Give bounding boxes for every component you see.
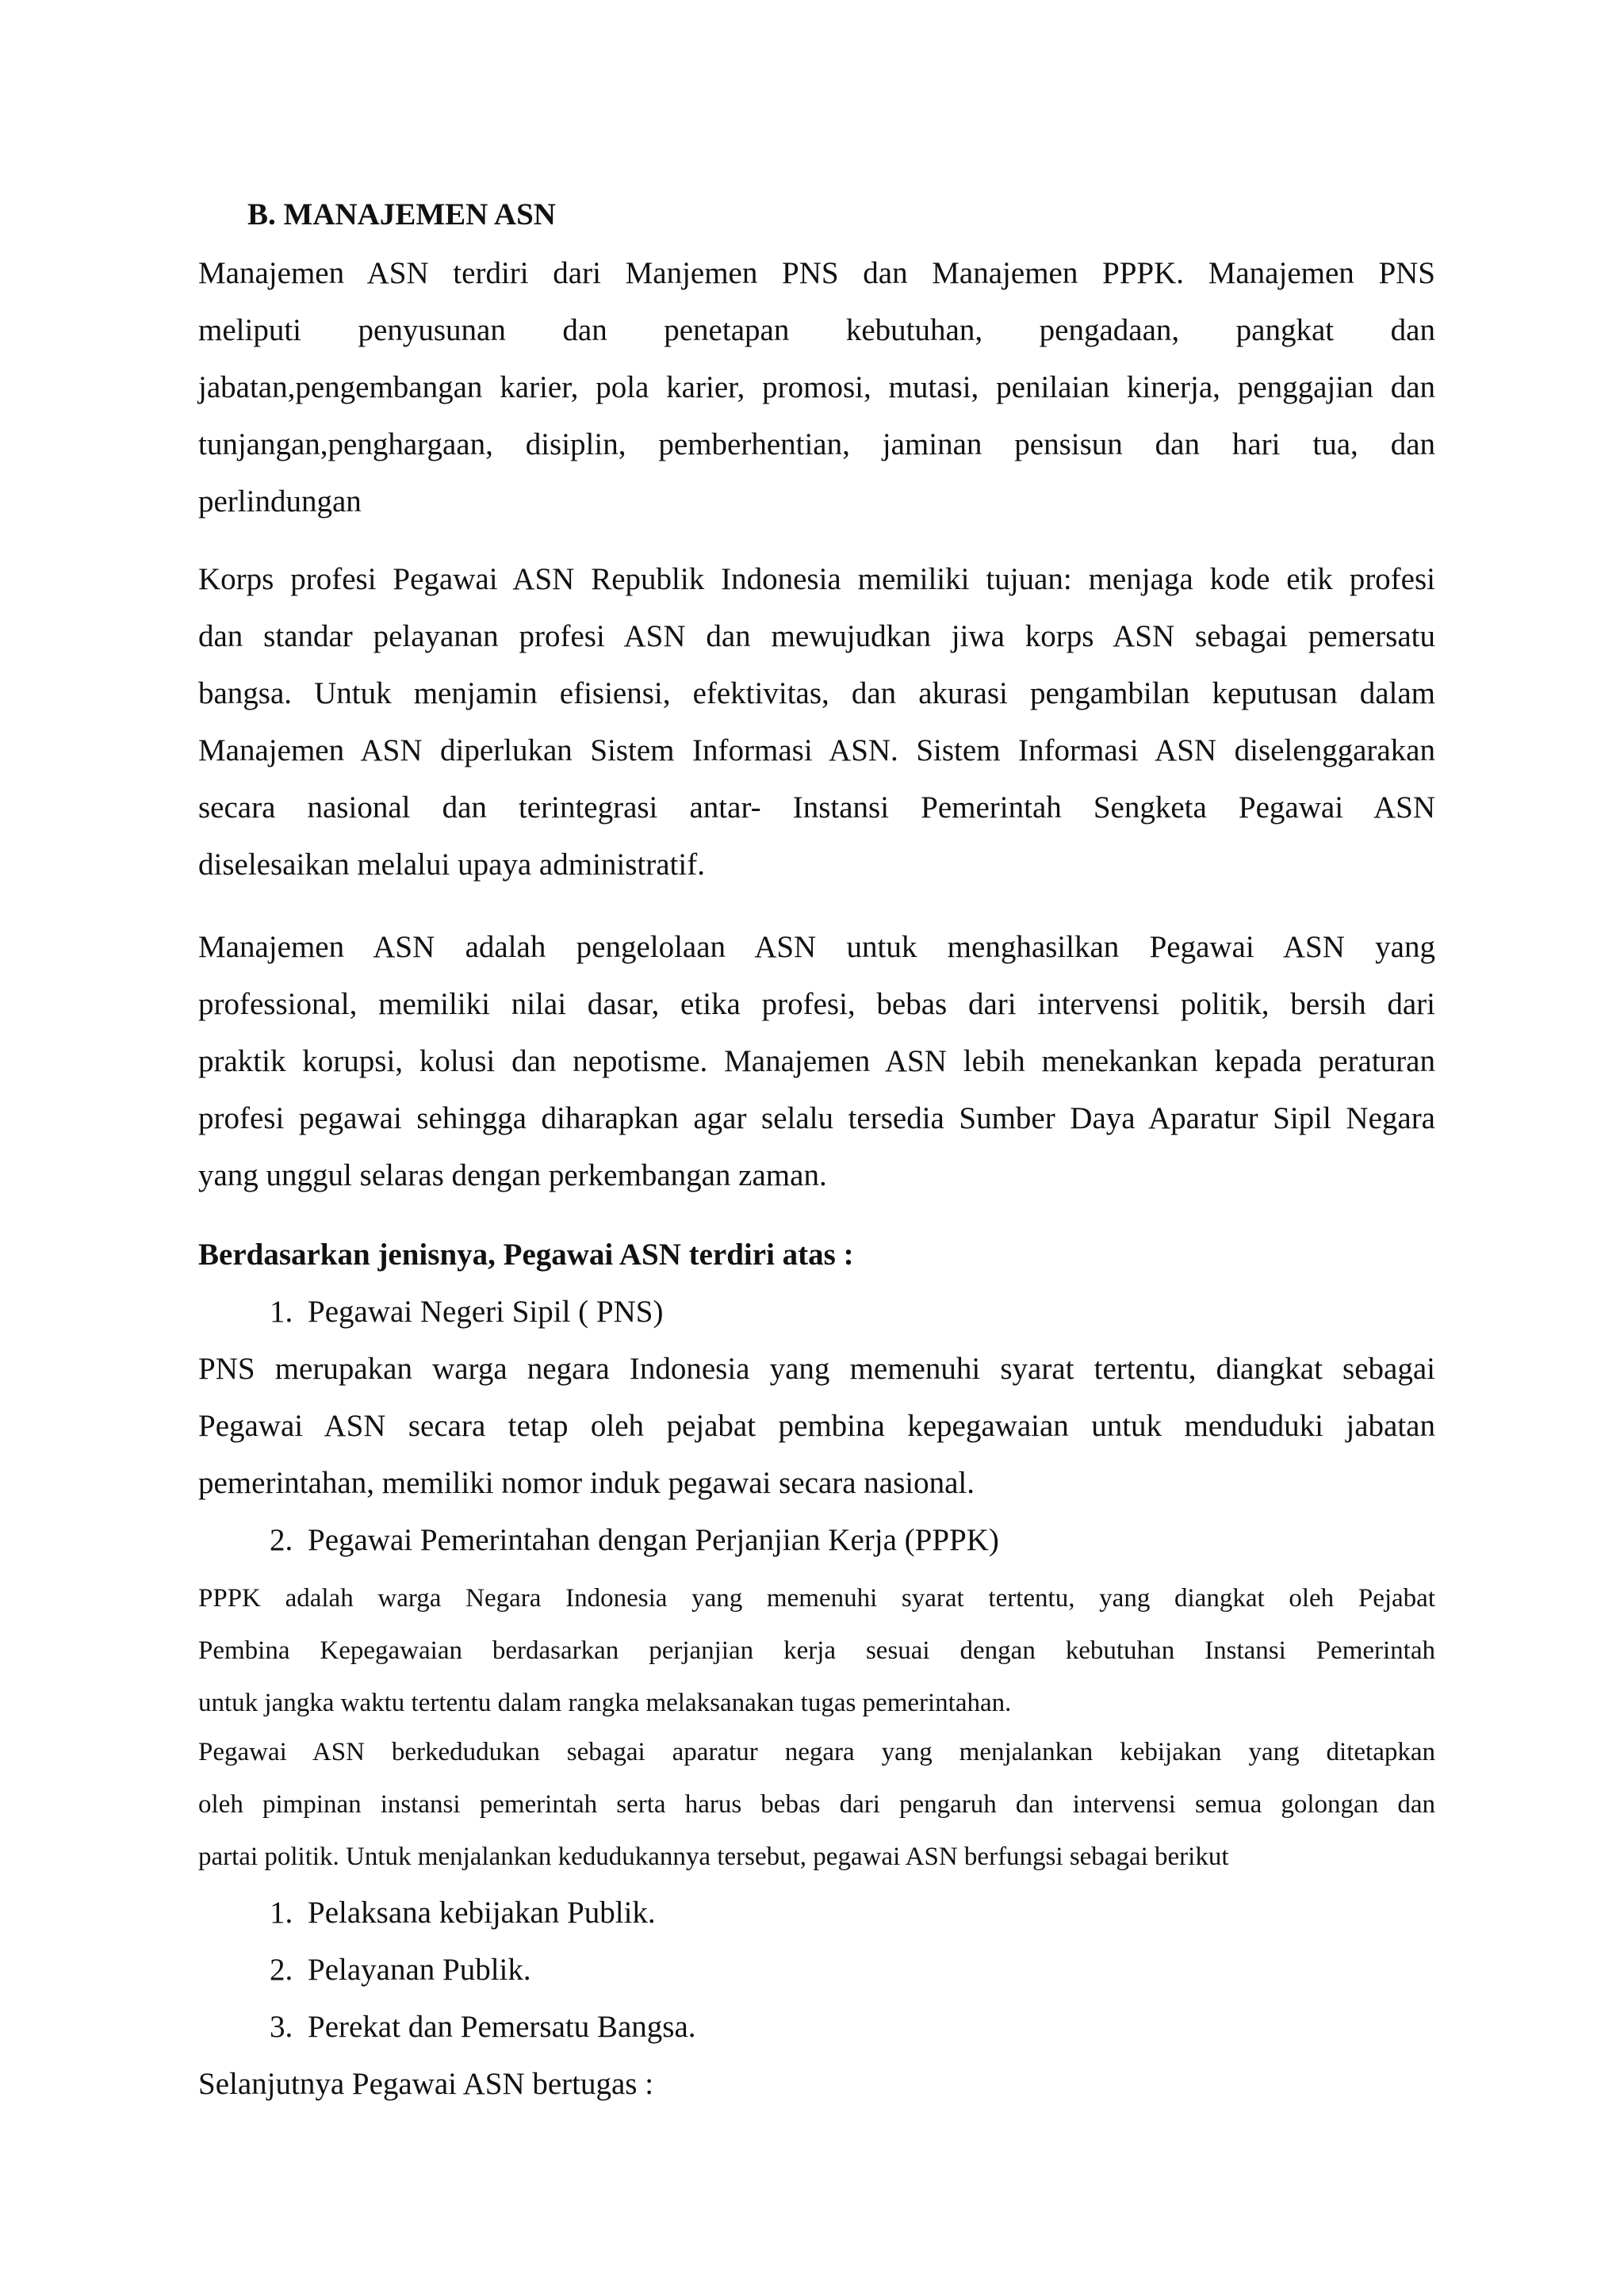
- list-number: 1.: [270, 1295, 293, 1329]
- para1-line: meliputi penyusunan dan penetapan kebutuhan, pengadaan, pangkat dan: [198, 313, 1435, 347]
- list-number: 2.: [270, 1953, 293, 1987]
- list-number: 1.: [270, 1896, 293, 1930]
- para2-line: diselesaikan melalui upaya administratif.: [198, 848, 705, 882]
- pppk-desc-line: Pembina Kepegawaian berdasarkan perjanjian kerja sesuai dengan kebutuhan Instansi Pemerintah: [198, 1636, 1435, 1665]
- list-item-function: [270, 1952, 531, 1988]
- para3-line: professional, memiliki nilai dasar, etika profesi, bebas dari intervensi politik, bersih dari: [198, 987, 1435, 1021]
- list-item-pns: [270, 1294, 663, 1330]
- list-label: Pelayanan Publik.: [308, 1953, 531, 1987]
- pns-desc-line: pemerintahan, memiliki nomor induk pegawai secara nasional.: [198, 1466, 975, 1500]
- section-heading: B. MANAJEMEN ASN: [247, 197, 556, 232]
- pppk-desc-line: PPPK adalah warga Negara Indonesia yang memenuhi syarat tertentu, yang diangkat oleh Pejabat: [198, 1584, 1435, 1613]
- para2-line: Korps profesi Pegawai ASN Republik Indonesia memiliki tujuan: menjaga kode etik profesi: [198, 562, 1435, 596]
- pns-desc-line: Pegawai ASN secara tetap oleh pejabat pembina kepegawaian untuk menduduki jabatan: [198, 1409, 1435, 1443]
- closing-line: Selanjutnya Pegawai ASN bertugas :: [198, 2067, 654, 2101]
- para3-line: Manajemen ASN adalah pengelolaan ASN untuk menghasilkan Pegawai ASN yang: [198, 930, 1435, 964]
- para1-line: perlindungan: [198, 484, 362, 519]
- position-desc-line: oleh pimpinan instansi pemerintah serta harus bebas dari pengaruh dan intervensi semua golongan dan: [198, 1790, 1435, 1819]
- pns-desc-line: PNS merupakan warga negara Indonesia yang memenuhi syarat tertentu, diangkat sebagai: [198, 1352, 1435, 1386]
- list-label: Pegawai Negeri Sipil ( PNS): [308, 1295, 664, 1329]
- pppk-desc-line: untuk jangka waktu tertentu dalam rangka melaksanakan tugas pemerintahan.: [198, 1689, 1012, 1717]
- para2-line: bangsa. Untuk menjamin efisiensi, efektivitas, dan akurasi pengambilan keputusan dalam: [198, 676, 1435, 710]
- para1-line: tunjangan,penghargaan, disiplin, pemberhentian, jaminan pensisun dan hari tua, dan: [198, 427, 1435, 461]
- para1-line: Manajemen ASN terdiri dari Manjemen PNS dan Manajemen PPPK. Manajemen PNS: [198, 256, 1435, 290]
- list-number: 3.: [270, 2010, 293, 2044]
- list-label: Perekat dan Pemersatu Bangsa.: [308, 2010, 696, 2044]
- para3-line: yang unggul selaras dengan perkembangan zaman.: [198, 1158, 827, 1192]
- list-label: Pegawai Pemerintahan dengan Perjanjian Kerja (PPPK): [308, 1523, 999, 1557]
- list-label: Pelaksana kebijakan Publik.: [308, 1896, 656, 1930]
- types-heading: Berdasarkan jenisnya, Pegawai ASN terdiri atas :: [198, 1238, 854, 1272]
- para2-line: secara nasional dan terintegrasi antar- Instansi Pemerintah Sengketa Pegawai ASN: [198, 790, 1435, 825]
- para2-line: Manajemen ASN diperlukan Sistem Informasi ASN. Sistem Informasi ASN diselenggarakan: [198, 733, 1435, 767]
- list-item-function: [270, 1895, 656, 1931]
- position-desc-line: partai politik. Untuk menjalankan kedudukannya tersebut, pegawai ASN berfungsi sebagai berikut: [198, 1843, 1229, 1871]
- para3-line: profesi pegawai sehingga diharapkan agar selalu tersedia Sumber Daya Aparatur Sipil Negara: [198, 1101, 1435, 1135]
- para3-line: praktik korupsi, kolusi dan nepotisme. Manajemen ASN lebih menekankan kepada peraturan: [198, 1044, 1435, 1078]
- list-item-pppk: [270, 1522, 999, 1558]
- para1-line: jabatan,pengembangan karier, pola karier, promosi, mutasi, penilaian kinerja, penggajian dan: [198, 370, 1435, 404]
- list-item-function: [270, 2009, 696, 2045]
- list-number: 2.: [270, 1523, 293, 1557]
- position-desc-line: Pegawai ASN berkedudukan sebagai aparatur negara yang menjalankan kebijakan yang ditetapkan: [198, 1738, 1435, 1766]
- para2-line: dan standar pelayanan profesi ASN dan mewujudkan jiwa korps ASN sebagai pemersatu: [198, 619, 1435, 653]
